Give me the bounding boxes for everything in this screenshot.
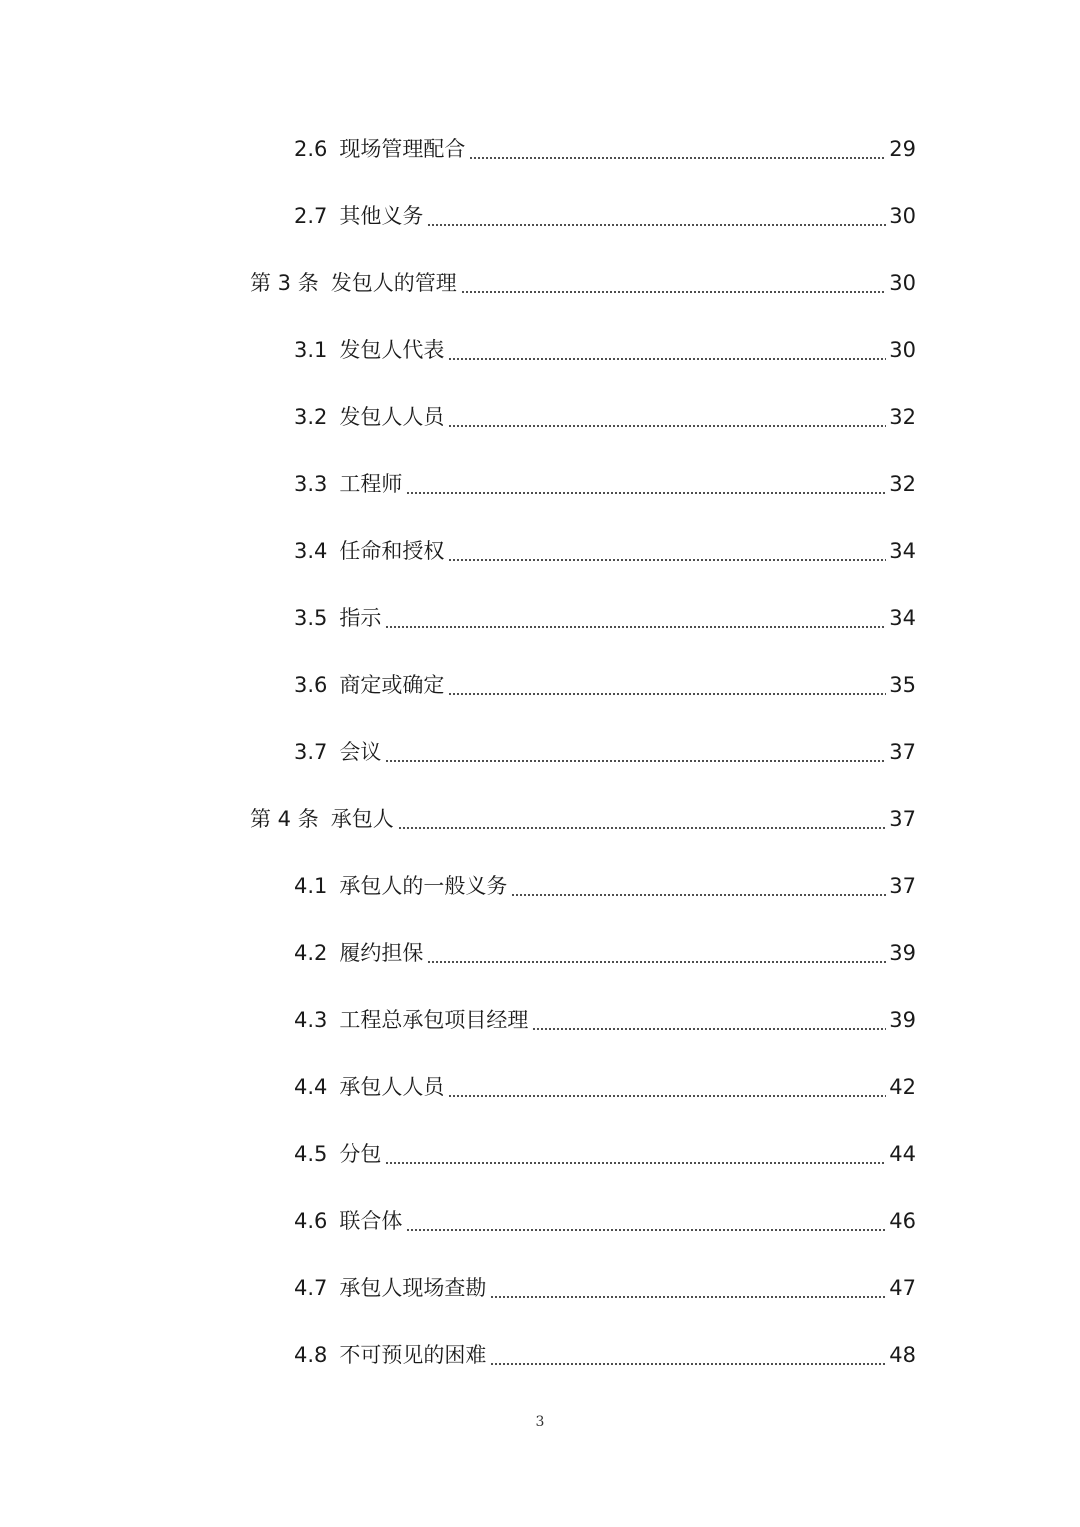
toc-entry-number: 3.6 bbox=[294, 673, 328, 697]
toc-entry-number: 4.3 bbox=[294, 1008, 328, 1032]
toc-entry-title: 工程总承包项目经理 bbox=[339, 1008, 529, 1032]
toc-entry-page: 30 bbox=[889, 204, 916, 228]
toc-entry-title: 其他义务 bbox=[339, 204, 424, 228]
toc-entry-title: 现场管理配合 bbox=[339, 137, 466, 161]
toc-entry-page: 29 bbox=[889, 137, 916, 161]
dot-leader bbox=[448, 652, 886, 719]
toc-entry-number: 3.7 bbox=[294, 740, 328, 764]
toc-entry[interactable] bbox=[0, 786, 1080, 853]
toc-entry-number: 3.4 bbox=[294, 539, 328, 563]
toc-entry-number: 4.2 bbox=[294, 941, 328, 965]
toc-entry-title: 会议 bbox=[339, 740, 382, 764]
dot-leader bbox=[448, 1054, 886, 1121]
toc-entry-number: 2.7 bbox=[294, 204, 328, 228]
dot-leader bbox=[398, 786, 886, 853]
dot-leader bbox=[448, 518, 886, 585]
toc-entry-page: 37 bbox=[889, 807, 916, 831]
toc-entry-page: 48 bbox=[889, 1343, 916, 1367]
toc-entry-title: 承包人现场查勘 bbox=[339, 1276, 487, 1300]
toc-entry-title: 承包人人员 bbox=[339, 1075, 445, 1099]
toc-entry-number: 4.5 bbox=[294, 1142, 328, 1166]
toc-entry[interactable] bbox=[0, 183, 1080, 250]
toc-entry[interactable] bbox=[0, 317, 1080, 384]
toc-entry-page: 47 bbox=[889, 1276, 916, 1300]
dot-leader bbox=[461, 250, 886, 317]
toc-entry-title: 工程师 bbox=[339, 472, 403, 496]
toc-entry-number: 4.4 bbox=[294, 1075, 328, 1099]
toc-entry-title: 任命和授权 bbox=[339, 539, 445, 563]
toc-entry-page: 34 bbox=[889, 539, 916, 563]
dot-leader bbox=[385, 585, 886, 652]
dot-leader bbox=[490, 1255, 886, 1322]
toc-entry[interactable] bbox=[0, 451, 1080, 518]
toc-entry-number: 4.8 bbox=[294, 1343, 328, 1367]
toc-entry-title: 承包人的一般义务 bbox=[339, 874, 508, 898]
toc-entry-page: 44 bbox=[889, 1142, 916, 1166]
toc-entry-number: 4.7 bbox=[294, 1276, 328, 1300]
table-of-contents bbox=[0, 116, 1080, 1389]
toc-entry-number: 4.1 bbox=[294, 874, 328, 898]
toc-entry-title: 指示 bbox=[339, 606, 382, 630]
toc-entry[interactable] bbox=[0, 1322, 1080, 1389]
toc-entry-number: 3.1 bbox=[294, 338, 328, 362]
toc-entry[interactable] bbox=[0, 250, 1080, 317]
toc-entry[interactable] bbox=[0, 1255, 1080, 1322]
toc-entry-number: 3.5 bbox=[294, 606, 328, 630]
toc-entry-title: 发包人人员 bbox=[339, 405, 445, 429]
toc-entry-number: 3.2 bbox=[294, 405, 328, 429]
dot-leader bbox=[385, 719, 886, 786]
page-number: 3 bbox=[535, 1414, 545, 1430]
dot-leader bbox=[511, 853, 886, 920]
toc-entry-number: 3.3 bbox=[294, 472, 328, 496]
toc-entry[interactable] bbox=[0, 652, 1080, 719]
dot-leader bbox=[490, 1322, 886, 1389]
dot-leader bbox=[406, 451, 886, 518]
dot-leader bbox=[448, 384, 886, 451]
toc-entry-title: 发包人的管理 bbox=[330, 271, 457, 295]
toc-entry[interactable] bbox=[0, 1188, 1080, 1255]
dot-leader bbox=[427, 920, 886, 987]
toc-entry[interactable] bbox=[0, 518, 1080, 585]
toc-entry-page: 30 bbox=[889, 338, 916, 362]
toc-entry-title: 分包 bbox=[339, 1142, 382, 1166]
toc-entry-page: 46 bbox=[889, 1209, 916, 1233]
dot-leader bbox=[406, 1188, 886, 1255]
toc-entry-title: 不可预见的困难 bbox=[339, 1343, 487, 1367]
toc-entry[interactable] bbox=[0, 1054, 1080, 1121]
toc-entry-page: 42 bbox=[889, 1075, 916, 1099]
toc-entry-page: 39 bbox=[889, 1008, 916, 1032]
toc-entry-page: 32 bbox=[889, 472, 916, 496]
toc-entry[interactable] bbox=[0, 987, 1080, 1054]
toc-entry-number: 2.6 bbox=[294, 137, 328, 161]
toc-entry-title: 履约担保 bbox=[339, 941, 424, 965]
toc-entry-title: 商定或确定 bbox=[339, 673, 445, 697]
dot-leader bbox=[532, 987, 886, 1054]
toc-entry-number: 第 3 条 bbox=[250, 271, 319, 295]
toc-entry[interactable] bbox=[0, 384, 1080, 451]
toc-entry[interactable] bbox=[0, 585, 1080, 652]
toc-entry-title: 承包人 bbox=[330, 807, 394, 831]
toc-entry-page: 35 bbox=[889, 673, 916, 697]
toc-entry[interactable] bbox=[0, 1121, 1080, 1188]
toc-entry-title: 发包人代表 bbox=[339, 338, 445, 362]
toc-entry[interactable] bbox=[0, 719, 1080, 786]
toc-entry-number: 4.6 bbox=[294, 1209, 328, 1233]
toc-entry-page: 30 bbox=[889, 271, 916, 295]
toc-entry-title: 联合体 bbox=[339, 1209, 403, 1233]
toc-entry-page: 34 bbox=[889, 606, 916, 630]
toc-entry-page: 32 bbox=[889, 405, 916, 429]
toc-entry-page: 37 bbox=[889, 740, 916, 764]
toc-entry[interactable] bbox=[0, 853, 1080, 920]
toc-entry-number: 第 4 条 bbox=[250, 807, 319, 831]
dot-leader bbox=[448, 317, 886, 384]
toc-entry[interactable] bbox=[0, 116, 1080, 183]
dot-leader bbox=[469, 116, 886, 183]
toc-entry-page: 37 bbox=[889, 874, 916, 898]
dot-leader bbox=[385, 1121, 886, 1188]
dot-leader bbox=[427, 183, 886, 250]
toc-entry[interactable] bbox=[0, 920, 1080, 987]
toc-entry-page: 39 bbox=[889, 941, 916, 965]
